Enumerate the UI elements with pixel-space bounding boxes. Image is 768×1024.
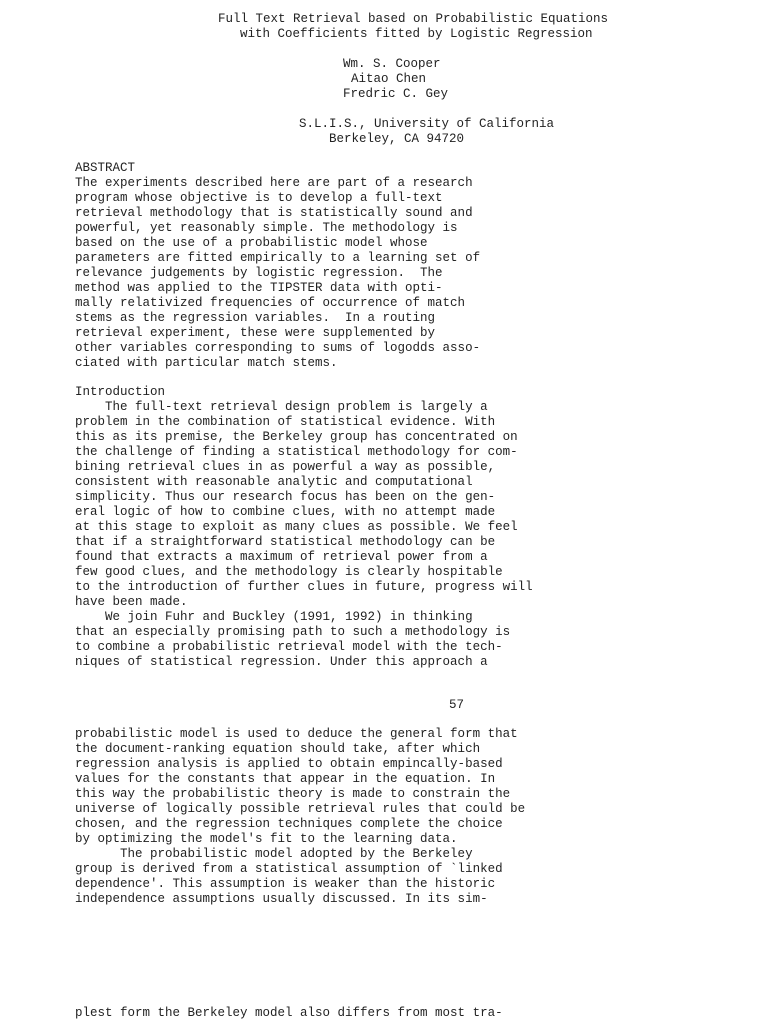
affiliation-line-2: Berkeley, CA 94720: [329, 132, 465, 146]
page-number: 57: [449, 698, 465, 712]
author-3: Fredric C. Gey: [343, 87, 449, 101]
abstract-section: [75, 161, 480, 371]
introduction-line: bining retrieval clues in as powerful a way as possible,: [75, 460, 496, 474]
introduction-line: problem in the combination of statistical evidence. With: [75, 415, 496, 429]
introduction-line: eral logic of how to combine clues, with no attempt made: [75, 505, 496, 519]
continuation-line: values for the constants that appear in the equation. In: [75, 772, 496, 786]
introduction-line: to the introduction of further clues in future, progress will: [75, 580, 533, 594]
introduction-line: to combine a probabilistic retrieval model with the tech-: [75, 640, 503, 654]
abstract-line: retrieval methodology that is statistically sound and: [75, 206, 473, 220]
continuation-line: regression analysis is applied to obtain empincally-based: [75, 757, 503, 771]
introduction-line: The full-text retrieval design problem is largely a: [75, 400, 488, 414]
continuation-line: independence assumptions usually discussed. In its sim-: [75, 892, 488, 906]
continuation-line: dependence'. This assumption is weaker than the historic: [75, 877, 496, 891]
introduction-line: that an especially promising path to such a methodology is: [75, 625, 511, 639]
abstract-line: ciated with particular match stems.: [75, 356, 338, 370]
introduction-section: [75, 385, 533, 670]
continuation-line: the document-ranking equation should take, after which: [75, 742, 481, 756]
author-1: Wm. S. Cooper: [343, 57, 441, 71]
continuation-line: chosen, and the regression techniques complete the choice: [75, 817, 503, 831]
continuation-line: this way the probabilistic theory is made to constrain the: [75, 787, 511, 801]
abstract-line: stems as the regression variables. In a routing: [75, 311, 436, 325]
affiliation-line-1: S.L.I.S., University of California: [299, 117, 555, 131]
introduction-heading: Introduction: [75, 385, 166, 399]
abstract-line: The experiments described here are part of a research: [75, 176, 473, 190]
author-2: Aitao Chen: [351, 72, 427, 86]
abstract-line: powerful, yet reasonably simple. The methodology is: [75, 221, 458, 235]
continuation-line: universe of logically possible retrieval rules that could be: [75, 802, 526, 816]
introduction-line: simplicity. Thus our research focus has been on the gen-: [75, 490, 496, 504]
introduction-line: at this stage to exploit as many clues as possible. We feel: [75, 520, 518, 534]
continuation-section: [75, 727, 525, 907]
introduction-line: this as its premise, the Berkeley group has concentrated on: [75, 430, 518, 444]
introduction-line: found that extracts a maximum of retrieval power from a: [75, 550, 488, 564]
abstract-line: relevance judgements by logistic regression. The: [75, 266, 443, 280]
paper-title-line-2: with Coefficients fitted by Logistic Regression: [240, 27, 593, 41]
continuation-line: probabilistic model is used to deduce the general form that: [75, 727, 518, 741]
abstract-line: other variables corresponding to sums of logodds asso-: [75, 341, 481, 355]
abstract-line: mally relativized frequencies of occurrence of match: [75, 296, 466, 310]
introduction-line: that if a straightforward statistical methodology can be: [75, 535, 496, 549]
introduction-line: consistent with reasonable analytic and computational: [75, 475, 473, 489]
abstract-heading: ABSTRACT: [75, 161, 136, 175]
abstract-line: based on the use of a probabilistic model whose: [75, 236, 428, 250]
abstract-line: program whose objective is to develop a full-text: [75, 191, 443, 205]
introduction-line: few good clues, and the methodology is clearly hospitable: [75, 565, 503, 579]
abstract-line: method was applied to the TIPSTER data with opti-: [75, 281, 443, 295]
continuation-line: group is derived from a statistical assumption of `linked: [75, 862, 503, 876]
introduction-line: We join Fuhr and Buckley (1991, 1992) in thinking: [75, 610, 473, 624]
continuation-line: The probabilistic model adopted by the Berkeley: [75, 847, 473, 861]
abstract-line: parameters are fitted empirically to a learning set of: [75, 251, 481, 265]
paper-title-line-1: Full Text Retrieval based on Probabilistic Equations: [218, 12, 609, 26]
introduction-line: niques of statistical regression. Under this approach a: [75, 655, 488, 669]
continuation-line: by optimizing the model's fit to the learning data.: [75, 832, 458, 846]
abstract-line: retrieval experiment, these were supplemented by: [75, 326, 436, 340]
introduction-line: have been made.: [75, 595, 188, 609]
footer-text-line: plest form the Berkeley model also differs from most tra-: [75, 1006, 503, 1020]
introduction-line: the challenge of finding a statistical methodology for com-: [75, 445, 518, 459]
